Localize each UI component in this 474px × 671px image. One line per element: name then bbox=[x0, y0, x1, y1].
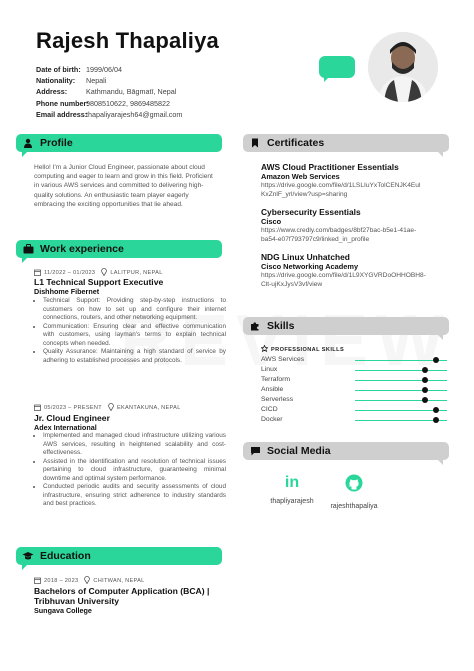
job-location: EKANTAKUNA, NEPAL bbox=[116, 405, 181, 411]
certificate-link[interactable]: ba54-e07f793797c9/linked_in_profile bbox=[261, 236, 370, 243]
job-location: LALITPUR, NEPAL bbox=[110, 270, 163, 276]
skill-name: Terraform bbox=[261, 376, 291, 383]
profile-text: Hello! I'm a Junior Cloud Engineer, passionate about cloud computing and eager to learn and grow in this field. Proficient in various AWS services and committed to delivering high-quality solutions. An enthusiastic team player eagerly embracing the exciting opportunities that lie ahead. bbox=[34, 164, 213, 208]
job-bullets bbox=[34, 432, 226, 509]
section-title: Education bbox=[40, 550, 91, 562]
section-header-education bbox=[16, 547, 222, 565]
job-bullets bbox=[34, 297, 226, 365]
detail-row bbox=[36, 109, 182, 120]
detail-label: Email address: bbox=[36, 109, 88, 119]
section-title: Certificates bbox=[267, 137, 325, 149]
skill-name: Docker bbox=[261, 416, 283, 423]
certificate-link[interactable]: https://drive.google.com/file/d/1LSLIuYxTolCENJK4Eul bbox=[261, 182, 421, 189]
section-tail bbox=[22, 564, 28, 570]
job-dates: 05/2023 – PRESENT bbox=[44, 405, 102, 411]
certificate-name: Cybersecurity Essentials bbox=[261, 207, 361, 217]
education-meta bbox=[34, 576, 145, 586]
skill-name: Linux bbox=[261, 366, 278, 373]
skill-row bbox=[261, 375, 451, 385]
list-item: • Communication: Ensuring clear and effective communication with customers, using layman's terms to explain technical concepts when needed. bbox=[43, 323, 226, 349]
certificate-item bbox=[261, 207, 461, 244]
section-header-certificates bbox=[243, 134, 449, 152]
list-item: • Technical Support: Providing step-by-step instructions to customers on how to set up and configure their internet connections, routers, and other networking equipment. bbox=[43, 297, 226, 323]
skill-row bbox=[261, 405, 451, 415]
section-tail bbox=[437, 151, 443, 157]
certificate-link[interactable]: https://drive.google.com/file/d/1L9XYGVRDoOHHOBH8- bbox=[261, 272, 426, 279]
education-location: CHITWAN, NEPAL bbox=[93, 578, 145, 584]
degree-line-2: Tribhuvan University bbox=[34, 596, 120, 606]
star-icon bbox=[261, 345, 268, 354]
detail-row bbox=[36, 86, 182, 97]
section-tail bbox=[437, 334, 443, 340]
section-title: Profile bbox=[40, 137, 73, 149]
person-icon bbox=[22, 137, 34, 149]
github-icon[interactable] bbox=[345, 474, 363, 497]
education-dates: 2018 – 2023 bbox=[44, 578, 79, 584]
section-tail bbox=[437, 459, 443, 465]
skill-row bbox=[261, 395, 451, 405]
skill-row bbox=[261, 365, 451, 375]
personal-details bbox=[36, 64, 182, 120]
skills-subtitle: PROFESSIONAL SKILLS bbox=[271, 346, 345, 353]
list-item: • Quality Assurance: Maintaining a high standard of service by adhering to established processes and protocols. bbox=[43, 348, 226, 365]
detail-row bbox=[36, 75, 182, 86]
section-tail bbox=[22, 257, 28, 263]
detail-value: 1999/06/04 bbox=[86, 65, 122, 74]
resume-name: Rajesh Thapaliya bbox=[36, 28, 219, 53]
job-title: L1 Technical Support Executive bbox=[34, 277, 164, 287]
detail-value: thapaliyarajesh64@gmail.com bbox=[86, 109, 183, 119]
certificate-issuer: Cisco bbox=[261, 217, 282, 226]
degree-line-1: Bachelors of Computer Application (BCA) | bbox=[34, 586, 210, 596]
section-header-work bbox=[16, 240, 222, 258]
certificate-link[interactable]: https://www.credly.com/badges/8bf27bac-b5e1-41ae- bbox=[261, 227, 417, 234]
certificate-name: NDG Linux Unhatched bbox=[261, 252, 350, 262]
section-header-profile bbox=[16, 134, 222, 152]
section-header-skills bbox=[243, 317, 449, 335]
location-pin-icon bbox=[84, 576, 90, 586]
calendar-icon bbox=[34, 404, 41, 413]
skill-track bbox=[355, 370, 447, 371]
certificate-name: AWS Cloud Practitioner Essentials bbox=[261, 162, 399, 172]
certificate-link[interactable]: Clt-ujKxJysV3vf/view bbox=[261, 281, 323, 288]
briefcase-icon bbox=[22, 243, 34, 255]
job-dates: 11/2022 – 01/2023 bbox=[44, 270, 96, 276]
certificate-list bbox=[261, 162, 461, 289]
skill-level-marker bbox=[422, 387, 428, 393]
certificate-link[interactable]: KxZnlF_yrl/view?usp=sharing bbox=[261, 191, 348, 198]
skill-level-marker bbox=[422, 367, 428, 373]
location-pin-icon bbox=[108, 403, 114, 413]
detail-label: Phone number: bbox=[36, 98, 89, 108]
profile-photo bbox=[368, 32, 438, 102]
social-linkedin[interactable] bbox=[262, 474, 322, 505]
list-item: • Conducted periodic audits and security assessments of cloud infrastructure, ensuring strict adherence to industry standards and best practices. bbox=[43, 483, 226, 509]
bookmark-icon bbox=[249, 137, 261, 149]
section-title: Social Media bbox=[267, 445, 331, 457]
certificate-issuer: Amazon Web Services bbox=[261, 172, 340, 181]
skill-name: AWS Services bbox=[261, 356, 305, 363]
linkedin-icon[interactable]: in bbox=[284, 474, 300, 491]
job-meta bbox=[34, 403, 181, 413]
speech-bubble-tail bbox=[324, 76, 330, 82]
section-tail bbox=[22, 151, 28, 157]
puzzle-icon bbox=[249, 320, 261, 332]
detail-label: Nationality: bbox=[36, 76, 76, 86]
detail-value: Kathmandu, Bāgmatī, Nepal bbox=[86, 87, 177, 97]
detail-row bbox=[36, 64, 182, 75]
certificate-item bbox=[261, 162, 461, 199]
job-title: Jr. Cloud Engineer bbox=[34, 413, 110, 423]
skill-row bbox=[261, 415, 451, 425]
skill-name: CICD bbox=[261, 406, 278, 413]
section-header-social bbox=[243, 442, 449, 460]
calendar-icon bbox=[34, 577, 41, 586]
skill-track bbox=[355, 400, 447, 401]
skill-level-marker bbox=[433, 407, 439, 413]
detail-value: Nepali bbox=[86, 76, 107, 86]
linkedin-handle[interactable]: thapliyarajesh bbox=[270, 498, 314, 505]
detail-label: Date of birth: bbox=[36, 65, 81, 74]
certificate-issuer: Cisco Networking Academy bbox=[261, 262, 359, 271]
detail-value: 9808510622, 9869485822 bbox=[86, 98, 170, 108]
skill-name: Serverless bbox=[261, 396, 294, 403]
skill-row bbox=[261, 385, 451, 395]
list-item: • Implemented and managed cloud infrastructure utilizing various AWS services, resulting in heightened scalability and cost-effectiveness. bbox=[43, 432, 226, 458]
skill-row bbox=[261, 355, 451, 365]
section-title: Skills bbox=[267, 320, 295, 332]
list-item: • Assisted in the identification and resolution of technical issues pertaining to cloud infrastructure, guaranteeing minimal downtime and optimal system performance. bbox=[43, 458, 226, 484]
skill-level-marker bbox=[422, 397, 428, 403]
speech-bubble-decoration bbox=[319, 56, 355, 78]
certificate-item bbox=[261, 252, 461, 289]
skill-name: Ansible bbox=[261, 386, 284, 393]
chat-icon bbox=[249, 445, 261, 457]
detail-label: Address: bbox=[36, 87, 68, 97]
github-handle[interactable]: rajeshthapaliya bbox=[330, 503, 378, 510]
skills-subtitle-row bbox=[261, 345, 344, 354]
skill-track bbox=[355, 380, 447, 381]
graduation-cap-icon bbox=[22, 550, 34, 562]
skill-level-marker bbox=[433, 417, 439, 423]
skill-level-marker bbox=[422, 377, 428, 383]
skill-level-marker bbox=[433, 357, 439, 363]
job-company: Dishhome Fibernet bbox=[34, 287, 100, 296]
college-name: Sungava College bbox=[34, 606, 92, 615]
social-github[interactable] bbox=[322, 474, 386, 510]
section-title: Work experience bbox=[40, 243, 124, 255]
job-company: Adex International bbox=[34, 423, 97, 432]
detail-row bbox=[36, 98, 182, 109]
skill-track bbox=[355, 390, 447, 391]
